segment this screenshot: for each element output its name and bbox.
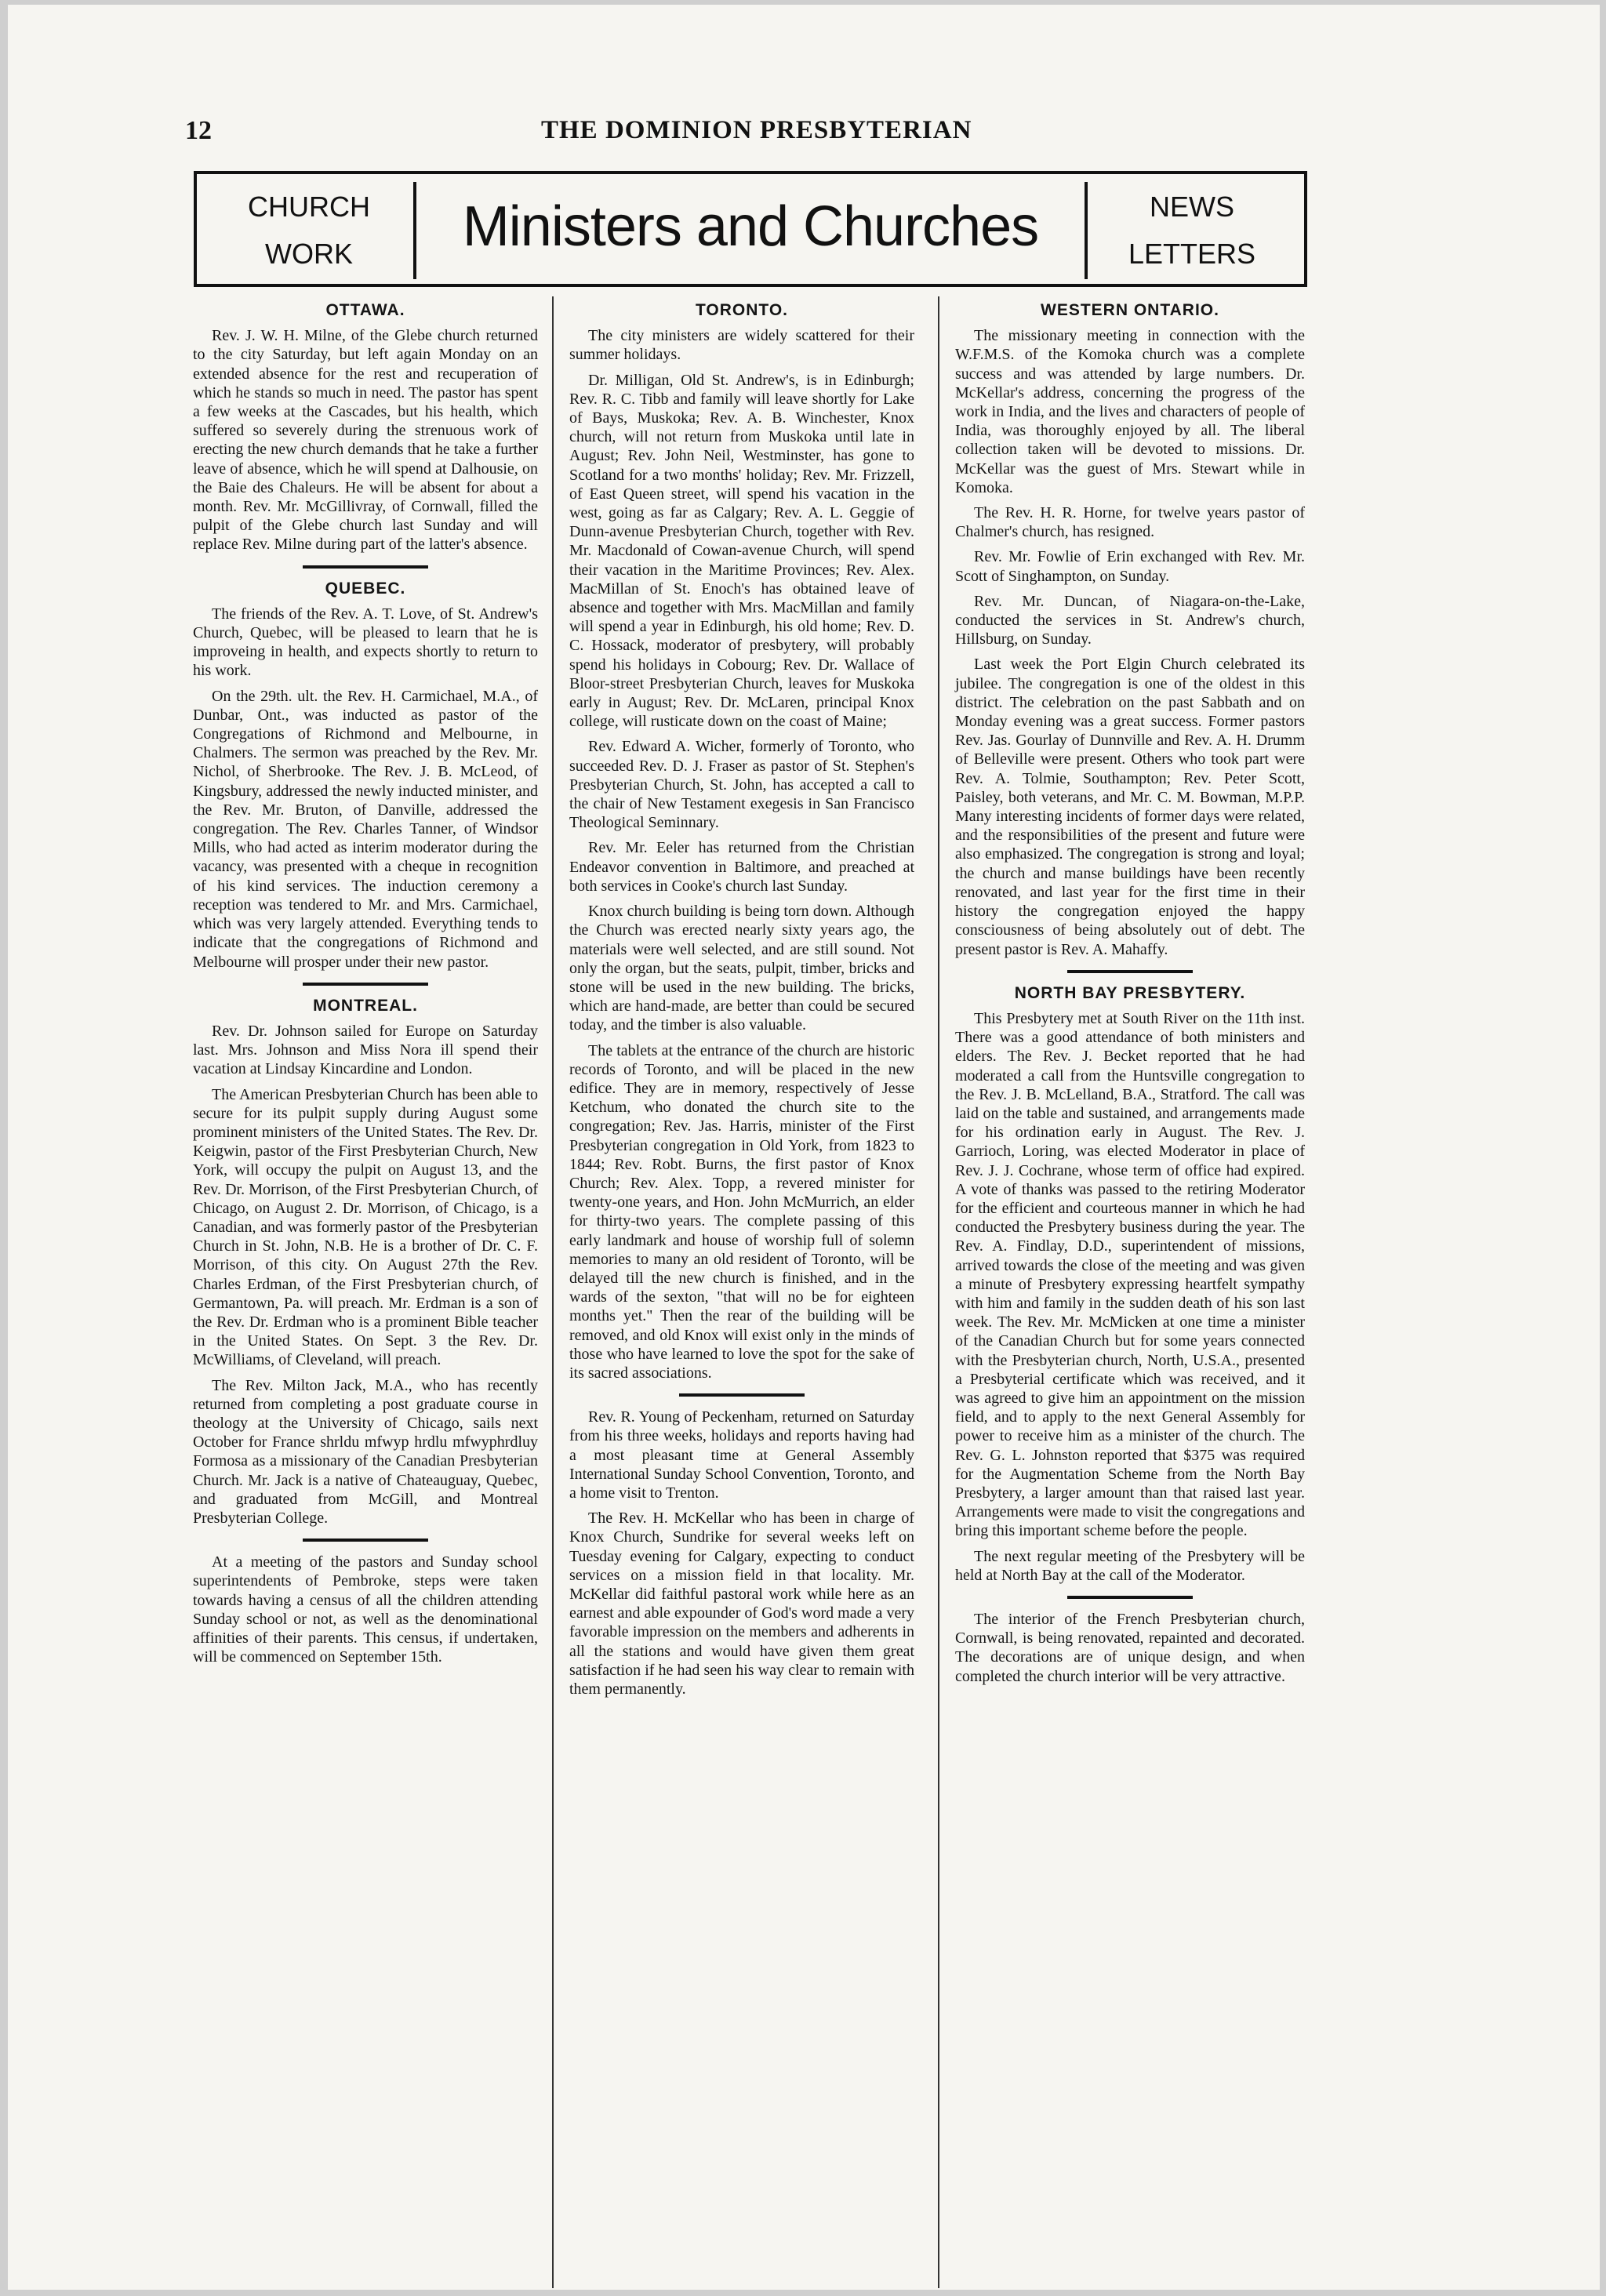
article-paragraph: The Rev. Milton Jack, M.A., who has recently returned from completing a post graduate course in theology at the University of Chicago, sails next October for France shrldu mfwyp hrdlu mfwyphrdluy Formosa as a missionary of the Canadian Presbyterian Church. Mr. Jack is a native of Chateauguay, Quebec, and graduated from McGill, and Montreal Presbyterian College. bbox=[193, 1376, 538, 1527]
column-rule bbox=[938, 296, 939, 2288]
column-right bbox=[955, 296, 1305, 1692]
article-paragraph: Last week the Port Elgin Church celebrated its jubilee. The congregation is one of the oldest in this district. The celebration on the past Sabbath and on Monday evening was a great success. Former pastors Rev. Jas. Gourlay of Dunnville and Rev. A. H. Drumm of Belleville were present. Others who took part were Rev. A. Tolmie, Southampton; Rev. Peter Scott, Paisley, both veterans, and Mr. C. M. Bowman, M.P.P. Many interesting incidents of former days were related, and the responsibilities of the present and future were also emphasized. The congregation is strong and loyal; the church and manse buildings have been recently renovated, and last year for the first time in their history the congregation enjoyed the happy consciousness of being absolutely out of debt. The present pastor is Rev. A. Mahaffy. bbox=[955, 656, 1305, 958]
heading-north-bay-presbytery: NORTH BAY PRESBYTERY. bbox=[1014, 983, 1246, 1002]
banner-right-box bbox=[1085, 182, 1296, 279]
column-middle bbox=[569, 296, 914, 1705]
banner-left-box bbox=[205, 182, 416, 279]
section-title: Ministers and Churches bbox=[462, 195, 1039, 258]
article-paragraph: The city ministers are widely scattered for their summer holidays. bbox=[569, 327, 914, 364]
article-paragraph: At a meeting of the pastors and Sunday school superintendents of Pembroke, steps were taken towards having a census of all the children attending Sunday school or not, as well as the denominational affinities of their parents. This census, if undertaken, will be commenced on September 15th. bbox=[193, 1553, 538, 1666]
heading-montreal: MONTREAL. bbox=[313, 996, 418, 1015]
article-paragraph: The tablets at the entrance of the church are historic records of Toronto, and will be placed in the new edifice. They are in memory, respectively of Jesse Ketchum, who donated the church site to the congregation; Rev. Jas. Harris, minister of the First Presbyterian congregation in Old York, from 1823 to 1844; Rev. Robt. Burns, the first pastor of Knox Church; Rev. Alex. Topp, a revered minister for twenty-one years, and Hon. John McMurrich, an elder for thirty-two years. The complete passing of this early landmark and house of worship full of solemn memories to many an old resident of Toronto, will be delayed till the new church is finished, and in the wards of the sexton, "that will no be for eighteen months yet." Then the rear of the building will be removed, and old Knox will exist only in the minds of those who have learned to love the spot for the sake of its sacred associations. bbox=[569, 1041, 914, 1382]
heading-ottawa: OTTAWA. bbox=[325, 301, 405, 319]
article-paragraph: Rev. Mr. Duncan, of Niagara-on-the-Lake, conducted the services in St. Andrew's church, Hillsburg, on Sunday. bbox=[955, 592, 1305, 648]
article-paragraph: Rev. Edward A. Wicher, formerly of Toronto, who succeeded Rev. D. J. Fraser as pastor of St. Stephen's Presbyterian Church, St. John, has accepted a call to the chair of New Testament exegesis in San Francisco Theological Seminnary. bbox=[569, 738, 914, 832]
heading-toronto: TORONTO. bbox=[695, 301, 789, 319]
newspaper-page bbox=[8, 5, 1600, 2290]
page-number: 12 bbox=[185, 116, 212, 145]
article-paragraph: The next regular meeting of the Presbytery will be held at North Bay at the call of the Moderator. bbox=[955, 1547, 1305, 1584]
publication-title: THE DOMINION PRESBYTERIAN bbox=[541, 116, 972, 144]
article-paragraph: The Rev. H. McKellar who has been in charge of Knox Church, Sundrike for several weeks left on Tuesday evening for Calgary, expecting to conduct services on a mission field in that locality. Mr. McKellar did faithful pastoral work while here as an earnest and able expounder of God's word made a very favorable impression on the members and adherents in all the stations and would have given them great satisfaction if he had seen his way clear to remain with them permanently. bbox=[569, 1509, 914, 1698]
article-paragraph: The American Presbyterian Church has been able to secure for its pulpit supply during August some prominent ministers of the United States. The Rev. Dr. Keigwin, pastor of the First Presbyterian Church, New York, will occupy the pulpit on August 13, and the Rev. Dr. Morrison, of the First Presbyterian Church, of Chicago, on August 2. Dr. Morrison, of Chicago, is a Canadian, and was formerly pastor of the Presbyterian Church in St. John, N.B. He is a brother of Dr. C. F. Morrison, of this city. On August 27th the Rev. Charles Erdman, of the First Presbyterian church, of Germantown, Pa. will preach. Mr. Erdman is a son of the Rev. Dr. Erdman who is a prominent Bible teacher in the United States. On Sept. 3 the Rev. Dr. McWilliams, of Cleveland, will preach. bbox=[193, 1085, 538, 1369]
banner-left-line2: WORK bbox=[265, 238, 353, 270]
section-banner bbox=[194, 171, 1307, 287]
heading-western-ontario: WESTERN ONTARIO. bbox=[1041, 301, 1219, 319]
article-paragraph: Rev. R. Young of Peckenham, returned on Saturday from his three weeks, holidays and reports having had a most pleasant time at General Assembly International Sunday School Convention, Toronto, and a home visit to Trenton. bbox=[569, 1408, 914, 1502]
banner-left-line1: CHURCH bbox=[248, 191, 370, 223]
divider bbox=[679, 1393, 805, 1397]
heading-quebec: QUEBEC. bbox=[325, 579, 406, 598]
article-paragraph: The missionary meeting in connection with the W.F.M.S. of the Komoka church was a complete success and was attended by large numbers. Dr. McKellar's address, concerning the progress of the work in India, and the lives and characters of people of India, was thoroughly enjoyed by all. The liberal collection taken will be devoted to missions. Dr. McKellar was the guest of Mrs. Stewart while in Komoka. bbox=[955, 327, 1305, 496]
article-paragraph: Knox church building is being torn down. Although the Church was erected nearly sixty years ago, the materials were well selected, and are still sound. Not only the organ, but the seats, pulpit, timber, bricks and stone will be used in the new building. The bricks, which are hand-made, are better than could be secured today, and the timber is also valuable. bbox=[569, 903, 914, 1034]
banner-right-line2: LETTERS bbox=[1128, 238, 1256, 270]
article-paragraph: The friends of the Rev. A. T. Love, of St. Andrew's Church, Quebec, will be pleased to learn that he is improveing in health, and expects shortly to return to his work. bbox=[193, 605, 538, 680]
article-paragraph: Dr. Milligan, Old St. Andrew's, is in Edinburgh; Rev. R. C. Tibb and family will leave shortly for Lake of Bays, Muskoka; Rev. A. B. Winchester, Knox church, will not return from Muskoka until late in August; Rev. John Neil, Westminster, has gone to Scotland for a two months' holiday; Rev. Mr. Frizzell, of East Queen street, will spend his vacation in the west, going as far as Calgary; Rev. A. L. Geggie of Dunn-avenue Presbyterian Church, together with Rev. Mr. Macdonald of Cowan-avenue Church, will spend their vacation in the Maritime Provinces; Rev. Alex. MacMillan of St. Enoch's has obtained leave of absence and together with Mrs. MacMillan and family will spend a year in Edinburgh, his old home; Rev. D. C. Hossack, moderator of presbytery, will probably spend his holidays in Cobourg; Rev. Dr. Wallace of Bloor-street Presbyterian Church, leaves for Muskoka early in August; Rev. Dr. McLaren, principal Knox college, will rusticate down on the coast of Maine; bbox=[569, 371, 914, 731]
column-left bbox=[193, 296, 538, 1673]
divider bbox=[303, 1539, 428, 1542]
article-paragraph: This Presbytery met at South River on the 11th inst. There was a good attendance of both ministers and elders. The Rev. J. Becket reported that he had moderated a call from the Huntsville congregation to the Rev. J. B. McLelland, B.A., Stratford. The call was laid on the table and sustained, and arrangements made for his ordination early in August. The Rev. J. Garrioch, Loring, was elected Moderator in place of Rev. J. J. Cochrane, whose term of office had expired. A vote of thanks was passed to the retiring Moderator for the efficient and courteous manner in which he had conducted the Presbytery business during the year. The Rev. A. Findlay, D.D., superintendent of missions, arrived towards the close of the meeting and was given a minute of Presbytery expressing heartfelt sympathy with him and family in the sudden death of his son last week. The Rev. Mr. McMicken at one time a minister of the Canadian Church but for some years connected with the Presbyterian church, North, U.S.A., presented a Presbyterial certificate which was received, and it was agreed to give him an appointment on the mission field, and to apply to the next General Assembly for power to receive him as a minister of the church. The Rev. G. L. Johnston reported that $375 was required for the Augmentation Scheme from the North Bay Presbytery, a larger amount than that raised last year. Arrangements were made to visit the congregations and bring this important scheme before the people. bbox=[955, 1009, 1305, 1540]
banner-right-line1: NEWS bbox=[1150, 191, 1234, 223]
divider bbox=[1067, 970, 1193, 973]
column-rule bbox=[552, 296, 554, 2288]
divider bbox=[303, 983, 428, 986]
divider bbox=[1067, 1596, 1193, 1599]
article-paragraph: Rev. Dr. Johnson sailed for Europe on Saturday last. Mrs. Johnson and Miss Nora ill spend their vacation at Lindsay Kincardine and London. bbox=[193, 1022, 538, 1078]
article-paragraph: The interior of the French Presbyterian church, Cornwall, is being renovated, repainted and decorated. The decorations are of unique design, and when completed the church interior will be very attractive. bbox=[955, 1611, 1305, 1685]
article-paragraph: On the 29th. ult. the Rev. H. Carmichael, M.A., of Dunbar, Ont., was inducted as pastor of the Congregations of Richmond and Melbourne, in Chalmers. The sermon was preached by the Rev. Mr. Nichol, of Sherbrooke. The Rev. J. B. McLeod, of Kingsbury, addressed the newly inducted minister, and the Rev. Mr. Bruton, of Danville, addressed the congregation. The Rev. Charles Tanner, of Windsor Mills, who had acted as interim moderator during the vacancy, was presented with a cheque in recognition of his kind services. The induction ceremony a reception was tendered to Mr. and Mrs. Carmichael, which was very largely attended. Everything tends to indicate that the congregations of Richmond and Melbourne will prosper under their new pastor. bbox=[193, 687, 538, 971]
article-paragraph: The Rev. H. R. Horne, for twelve years pastor of Chalmer's church, has resigned. bbox=[955, 504, 1305, 541]
article-paragraph: Rev. Mr. Eeler has returned from the Christian Endeavor convention in Baltimore, and preached at both services in Cooke's church last Sunday. bbox=[569, 839, 914, 895]
article-paragraph: Rev. Mr. Fowlie of Erin exchanged with Rev. Mr. Scott of Singhampton, on Sunday. bbox=[955, 548, 1305, 585]
divider bbox=[303, 565, 428, 569]
article-paragraph: Rev. J. W. H. Milne, of the Glebe church returned to the city Saturday, but left again Monday on an extended absence for the rest and recuperation of which he stands so much in need. The pastor has spent a few weeks at the Cascades, but his health, which suffered so severely during the strenuous work of erecting the new church demands that he take a further leave of absence, which he will spend at Dalhousie, on the Baie des Chaleurs. He will be absent for about a month. Rev. Mr. McGillivray, of Cornwall, filled the pulpit of the Glebe church last Sunday and will replace Rev. Milne during part of the latter's absence. bbox=[193, 327, 538, 554]
